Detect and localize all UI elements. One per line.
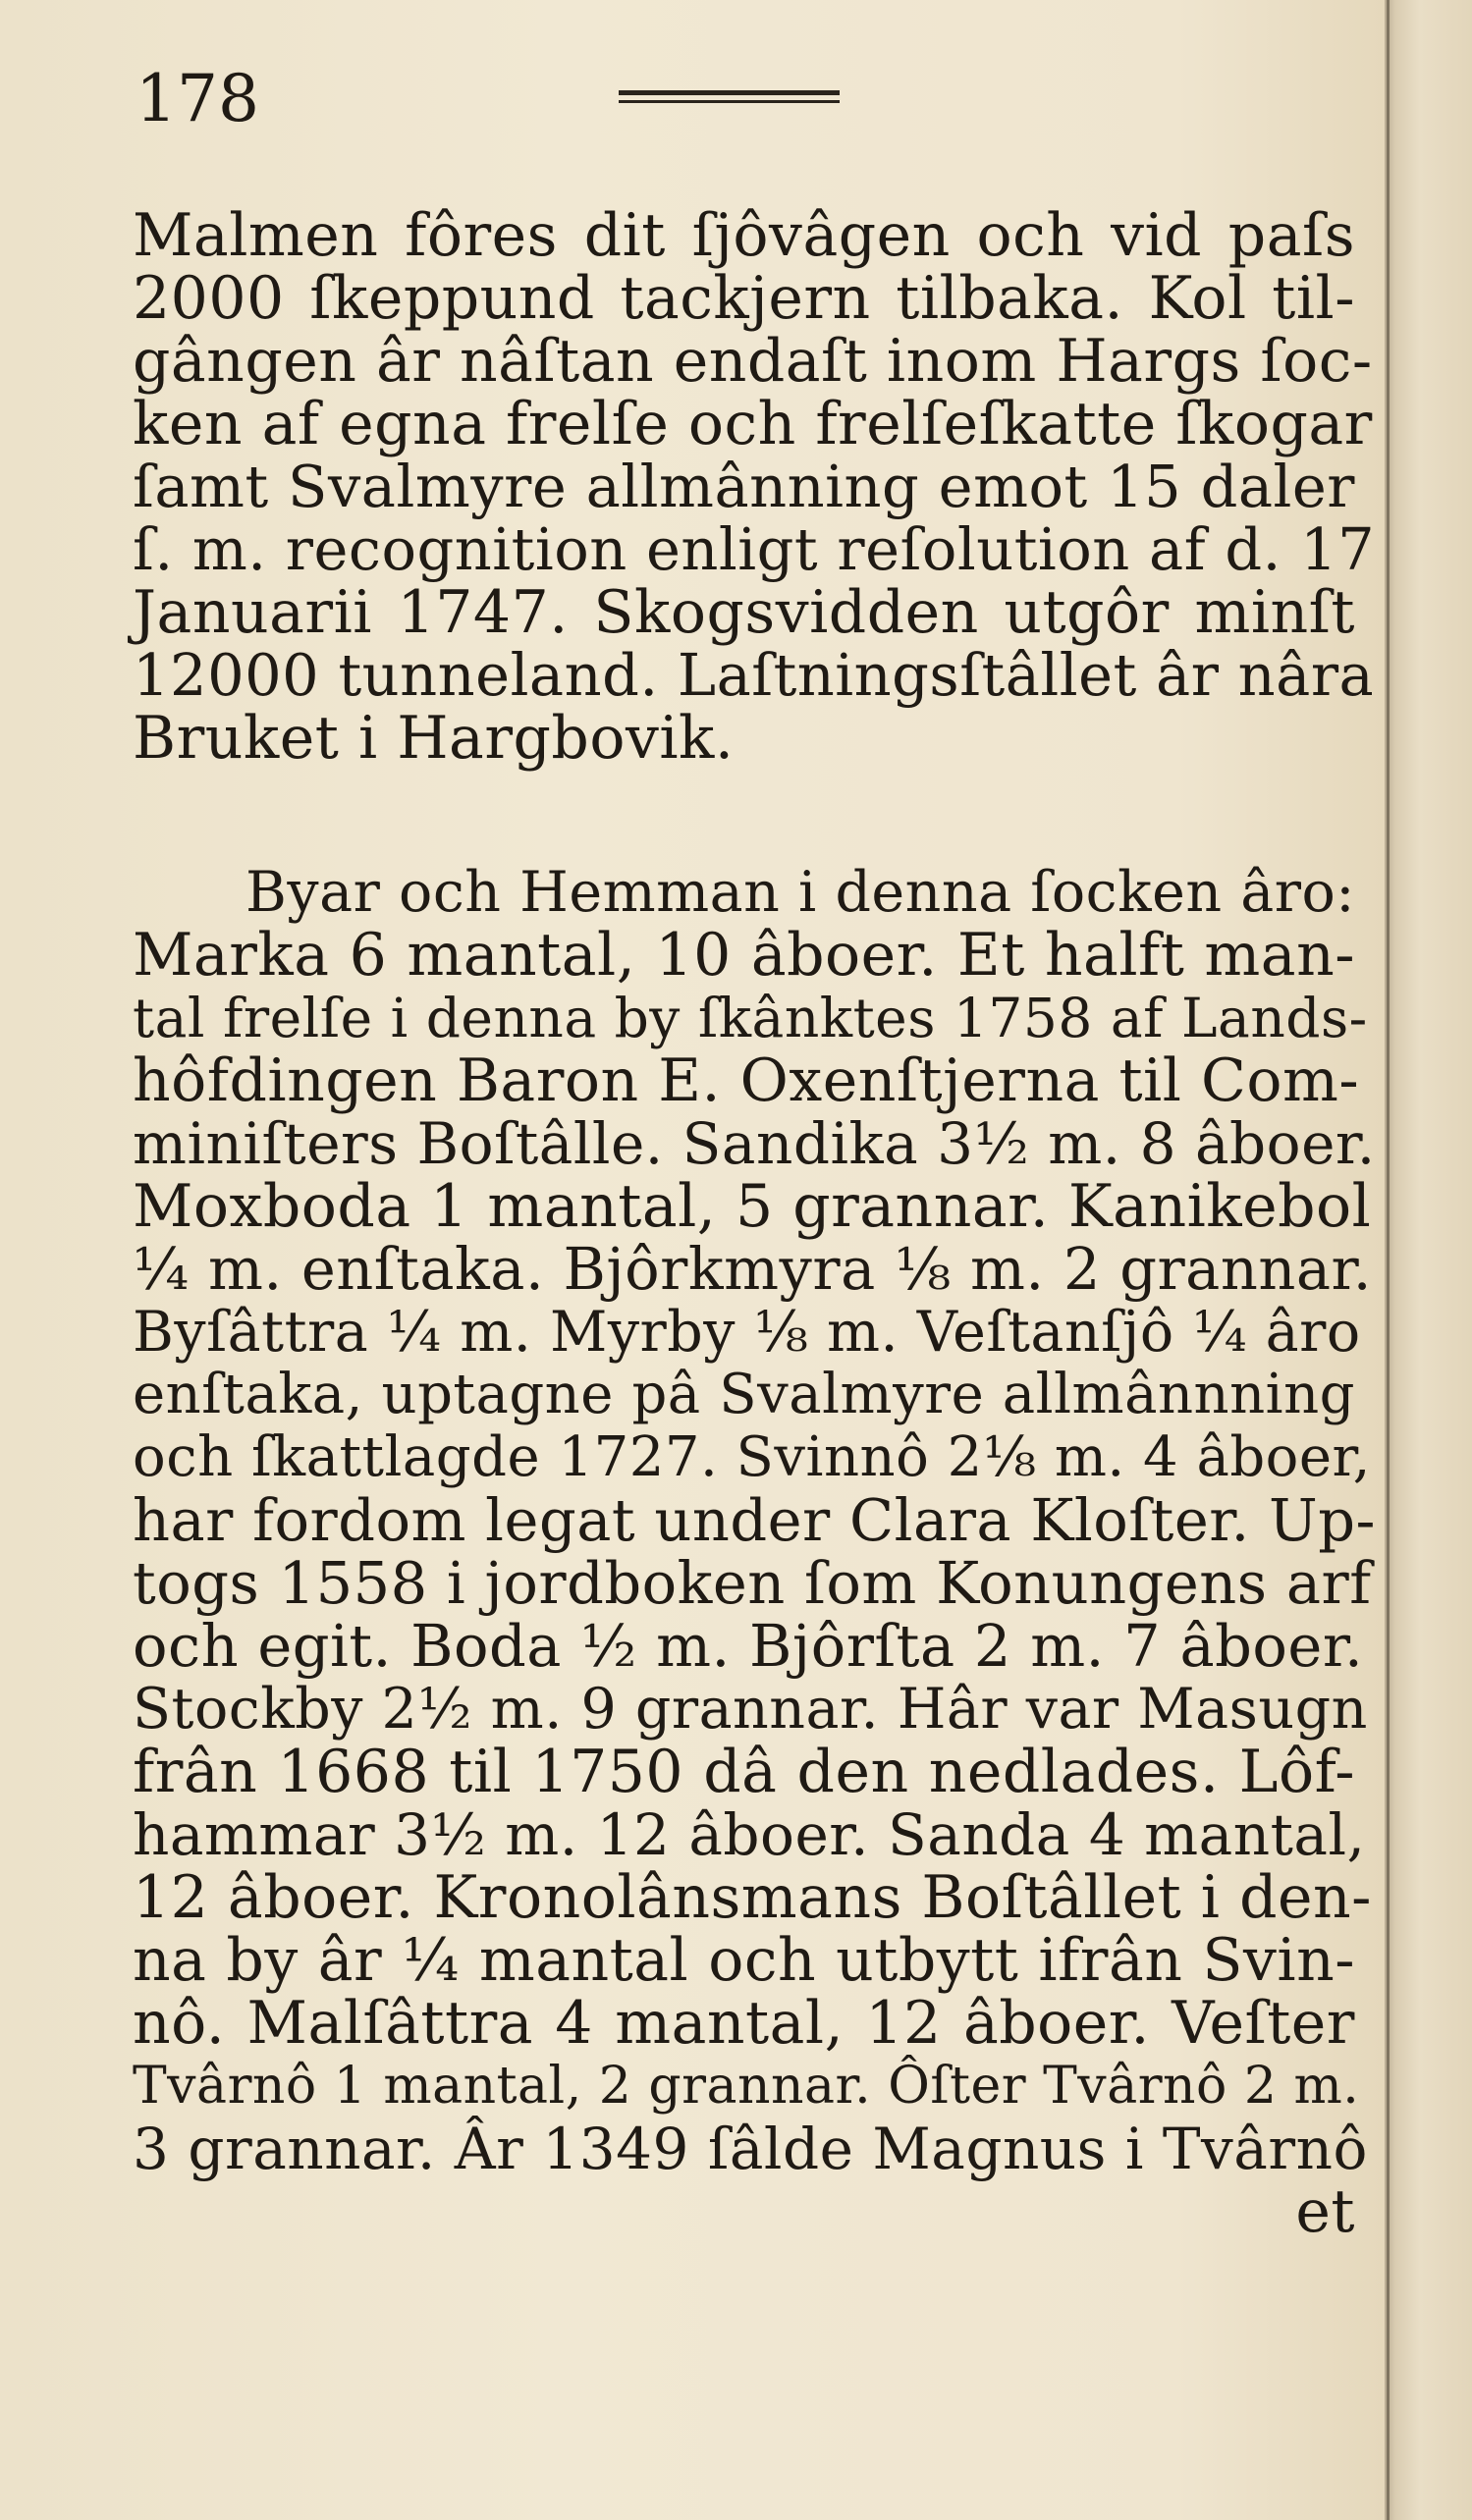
text-line: nô. Malſâttra 4 mantal, 12 âboer. Veſter — [133, 1989, 1355, 2058]
text-line: hammar 3½ m. 12 âboer. Sanda 4 mantal, — [133, 1801, 1366, 1868]
text-line: hôfdingen Baron E. Oxenſtjerna til Com- — [133, 1046, 1360, 1115]
text-line: Byſâttra ¼ m. Myrby ⅛ m. Veſtanſjô ¼ âro — [133, 1300, 1361, 1365]
text-line: har fordom legat under Clara Kloſter. Up- — [133, 1486, 1376, 1554]
text-line: Malmen fôres dit ſjôvâgen och vid paſs — [133, 201, 1355, 270]
header-ornament — [619, 90, 840, 110]
text-line: Moxboda 1 mantal, 5 grannar. Kanikebol — [133, 1172, 1372, 1241]
text-line: Tvârnô 1 mantal, 2 grannar. Ôſter Tvârnô 2 m. — [133, 2057, 1360, 2116]
paragraph-1 — [133, 201, 1376, 773]
paragraph-2 — [133, 860, 1376, 2246]
text-line: 3 grannar. Âr 1349 ſâlde Magnus i Tvârnô — [133, 2116, 1368, 2182]
text-line: Januarii 1747. Skogsvidden utgôr minſt — [133, 578, 1355, 647]
text-line: Stockby 2½ m. 9 grannar. Hâr var Masugn — [133, 1677, 1368, 1742]
page-edge — [1385, 0, 1472, 2520]
text-line: ¼ m. enſtaka. Bjôrkmyra ⅛ m. 2 grannar. — [133, 1235, 1372, 1303]
text-line: Bruket i Hargbovik. — [133, 704, 735, 773]
text-line: enſtaka, uptagne pâ Svalmyre allmânnning — [133, 1363, 1355, 1426]
text-line: togs 1558 i jordboken ſom Konungens arf — [133, 1549, 1372, 1617]
text-line: 2000 ſkeppund tackjern tilbaka. Kol til- — [133, 264, 1355, 333]
text-line: och egit. Boda ½ m. Bjôrſta 2 m. 7 âboer. — [133, 1612, 1364, 1680]
text-line: 12 âboer. Kronolânsmans Boſtâllet i den- — [133, 1863, 1372, 1932]
binding-line — [1387, 0, 1390, 2520]
text-line: ken af egna frelſe och frelſeſkatte ſkogar — [133, 390, 1373, 458]
text-line: och ſkattlagde 1727. Svinnô 2⅛ m. 4 âboer, — [133, 1425, 1371, 1489]
text-line: Marka 6 mantal, 10 âboer. Et halft man- — [133, 921, 1355, 990]
text-line: ſ. m. recognition enligt reſolution af d. 17 — [133, 515, 1376, 583]
page-number: 178 — [136, 61, 259, 136]
text-line: tal frelſe i denna by ſkânktes 1758 af Lands- — [133, 987, 1368, 1049]
catchword: et — [1295, 2177, 1355, 2246]
text-line: 12000 tunneland. Laſtningsſtâllet âr nâra — [133, 641, 1375, 709]
text-line: ſamt Svalmyre allmânning emot 15 daler — [133, 453, 1355, 520]
text-line: na by âr ¼ mantal och utbytt ifrân Svin- — [133, 1926, 1355, 1995]
text-line: miniſters Boſtâlle. Sandika 3½ m. 8 âboer. — [133, 1110, 1376, 1177]
text-line: gângen âr nâſtan endaſt inom Hargs ſoc- — [133, 327, 1373, 396]
text-line: Byar och Hemman i denna ſocken âro: — [245, 860, 1355, 925]
text-line: frân 1668 til 1750 dâ den nedlades. Lôf- — [133, 1738, 1355, 1806]
